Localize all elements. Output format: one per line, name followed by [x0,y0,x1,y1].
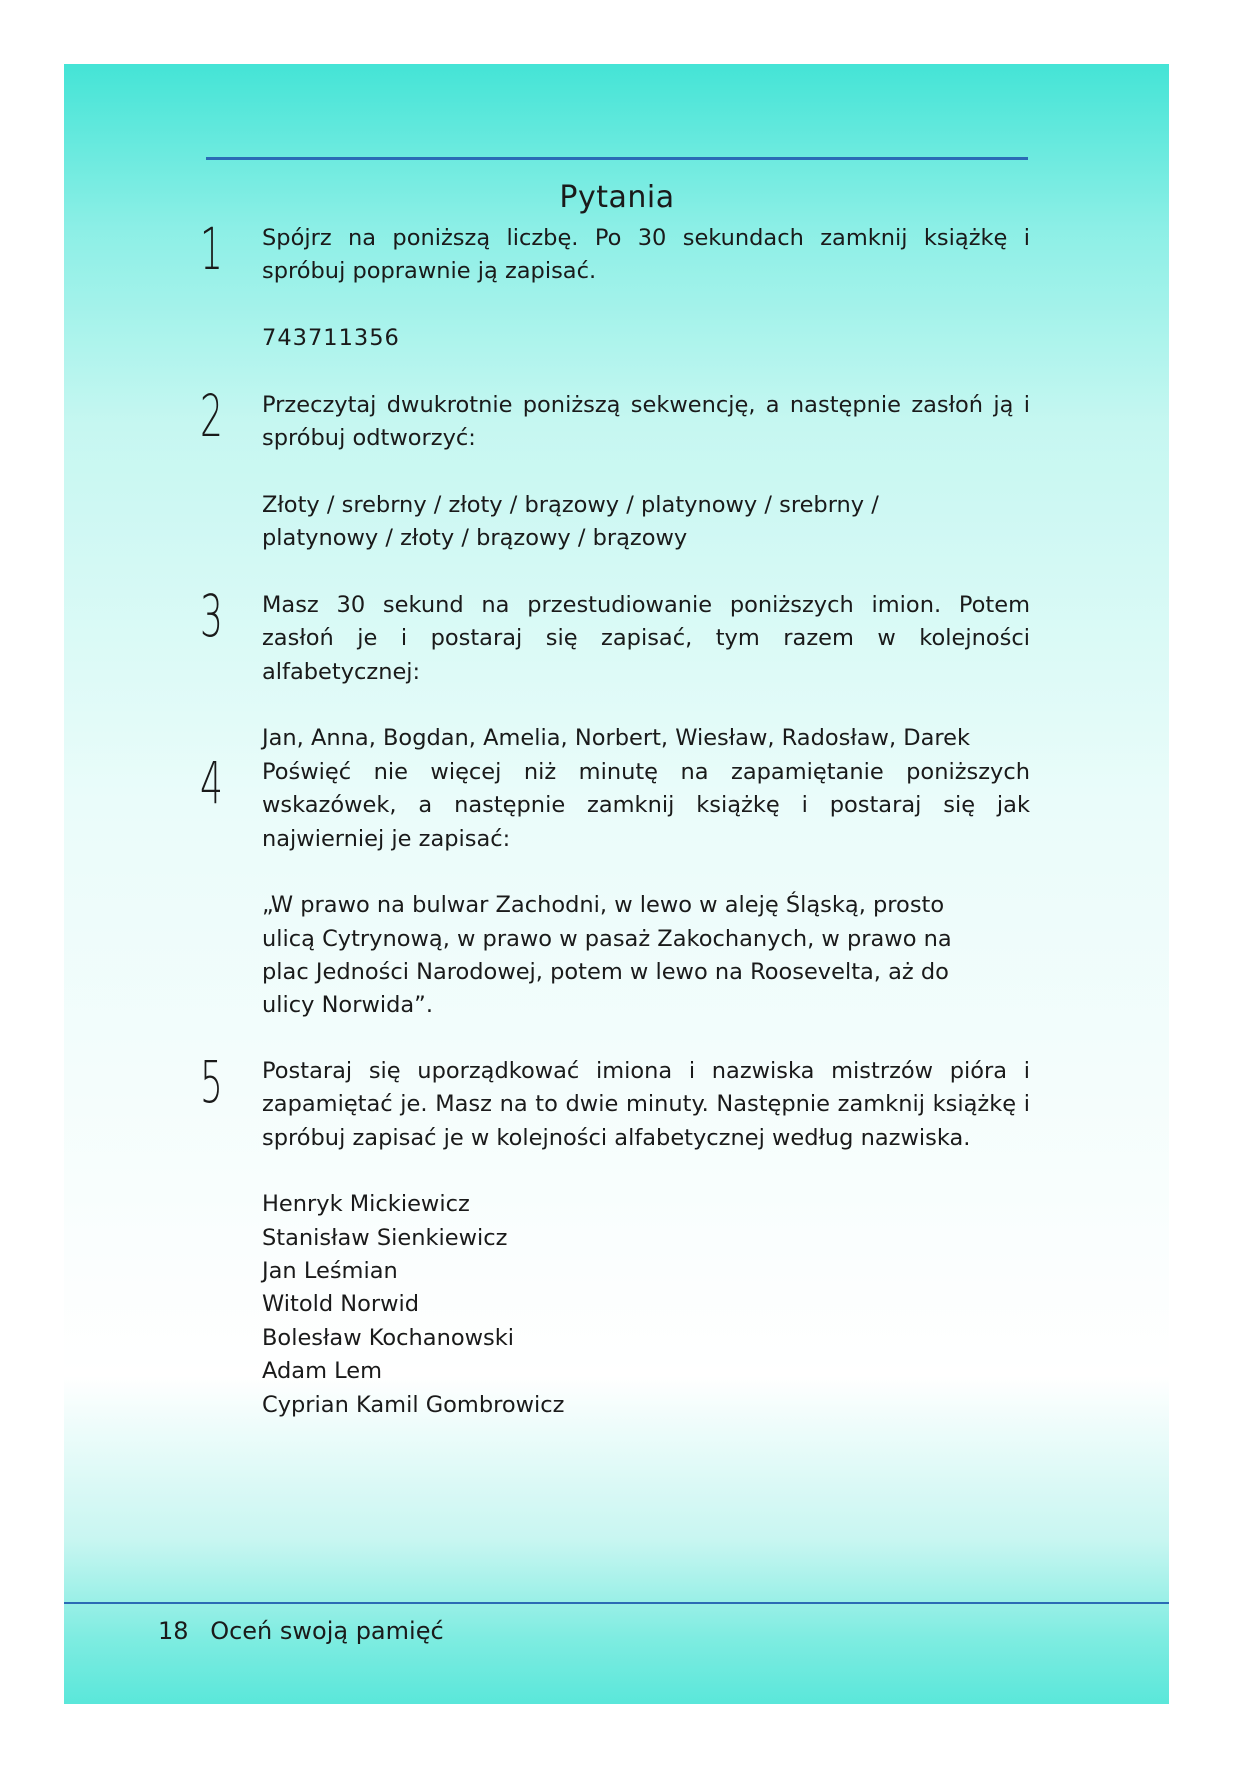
material-line: Bolesław Kochanowski [262,1324,515,1351]
question-material [262,489,1030,556]
question-material [262,322,1030,355]
question-5 [200,1048,1030,1422]
material-line: Jan Leśmian [262,1258,398,1285]
question-1 [200,215,1030,355]
page-number: 18 [158,1617,189,1645]
question-3 [200,582,1030,756]
top-divider [206,157,1028,160]
question-text: Postaraj się uporządkować imiona i nazwiska mistrzów pióra i zapamiętać je. Masz na to dwie minuty. Następnie zamknij książkę i spróbuj zapisać je w kolejności alfabetycznej według nazwiska. [262,1058,1030,1151]
question-text: Poświęć nie więcej niż minutę na zapamiętanie poniższych wskazówek, a następnie zamknij książkę i postaraj się jak najwierniej je zapisać: [262,759,1030,852]
question-number: 1 [200,215,223,283]
footer-section-title: Oceń swoją pamięć [210,1617,444,1645]
question-material [262,1188,1030,1422]
material-line: platynowy / złoty / brązowy / brązowy [262,525,688,552]
material-line: plac Jedności Narodowej, potem w lewo na Roosevelta, aż do [262,959,949,986]
material-line: Złoty / srebrny / złoty / brązowy / platynowy / srebrny / [262,491,879,518]
material-line: 743711356 [262,324,400,351]
bottom-divider [64,1602,1169,1604]
material-line: „W prawo na bulwar Zachodni, w lewo w aleję Śląską, prosto [262,892,945,919]
material-line: Jan, Anna, Bogdan, Amelia, Norbert, Wiesław, Radosław, Darek [262,725,970,752]
question-material [262,722,1030,755]
question-2 [200,382,1030,556]
question-number: 2 [200,382,223,450]
question-4 [200,749,1030,1023]
material-line: Adam Lem [262,1358,383,1385]
question-number: 5 [200,1048,223,1116]
question-number: 3 [200,582,223,650]
section-heading: Pytania [559,180,675,215]
question-text: Przeczytaj dwukrotnie poniższą sekwencję, a następnie zasłoń ją i spróbuj odtworzyć: [262,392,1030,452]
material-line: ulicy Norwida”. [262,992,433,1019]
page-footer [158,1617,444,1645]
question-material [262,889,1030,1023]
question-text: Spójrz na poniższą liczbę. Po 30 sekundach zamknij książkę i spróbuj poprawnie ją zapisać. [262,225,1030,285]
question-number: 4 [200,749,223,817]
material-line: Witold Norwid [262,1291,420,1318]
question-text: Masz 30 sekund na przestudiowanie poniższych imion. Potem zasłoń je i postaraj się zapisać, tym razem w kolejności alfabetycznej: [262,592,1030,685]
material-line: Henryk Mickiewicz [262,1191,470,1218]
material-line: Stanisław Sienkiewicz [262,1224,508,1251]
material-line: ulicą Cytrynową, w prawo w pasaż Zakochanych, w prawo na [262,925,952,952]
material-line: Cyprian Kamil Gombrowicz [262,1391,565,1418]
